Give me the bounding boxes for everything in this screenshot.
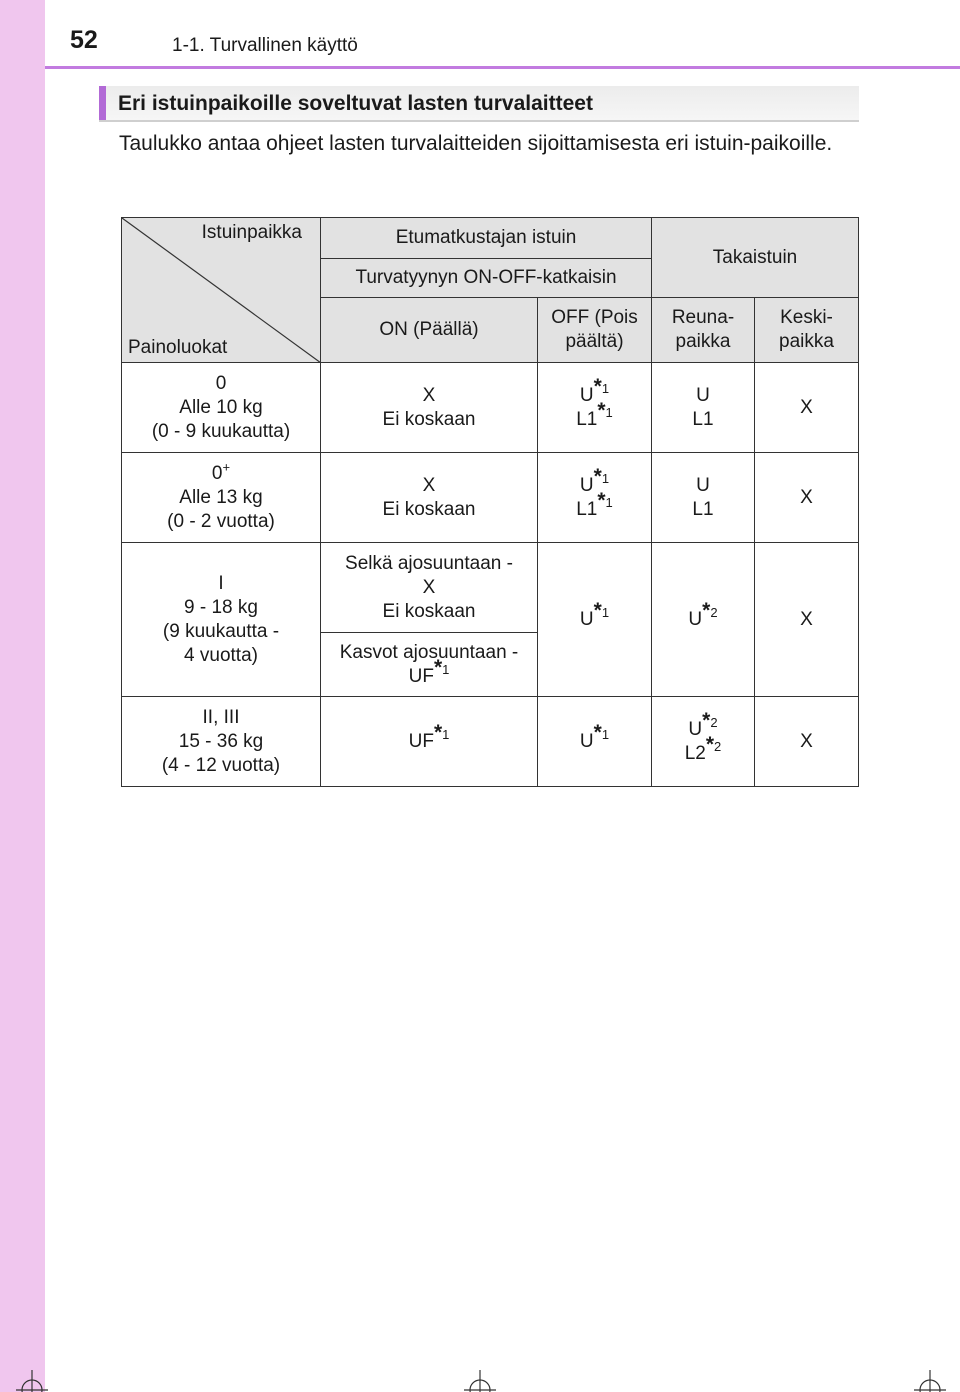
group-code: II, III [202, 706, 240, 728]
cell-value: U [579, 608, 594, 630]
rear-center-cell: X [755, 697, 859, 787]
cell-value: Ei koskaan [382, 408, 476, 430]
front-on-cell [321, 453, 538, 543]
group-age: (0 - 2 vuotta) [167, 510, 275, 532]
off-header-line2: päältä) [565, 331, 624, 352]
weight-group-cell [122, 543, 321, 697]
cell-value: X [422, 474, 436, 496]
group-weight: Alle 13 kg [179, 486, 263, 508]
corner-cell [122, 218, 321, 363]
center-seat-header [755, 298, 859, 363]
note-number: 2 [710, 605, 718, 621]
group-weight: 15 - 36 kg [178, 730, 264, 752]
cell-value: X [422, 384, 436, 406]
rear-center-cell: X [755, 363, 859, 453]
group-age: (0 - 9 kuukautta) [151, 420, 291, 442]
table-row [122, 363, 859, 453]
rear-outer-cell [652, 453, 755, 543]
note-star: * [702, 599, 711, 623]
registration-mark-icon [460, 1370, 500, 1392]
front-on-rearward-cell [321, 543, 538, 633]
cell-value: Selkä ajosuuntaan - [345, 552, 513, 574]
front-on-cell [321, 697, 538, 787]
section-accent [99, 86, 106, 120]
weight-class-label: Painoluokat [128, 337, 228, 358]
cell-value: U [696, 474, 710, 496]
cell-value: Kasvot ajosuuntaan - [339, 641, 519, 663]
note-number: 1 [442, 662, 450, 678]
note-number: 1 [605, 405, 613, 421]
note-star: * [597, 399, 606, 423]
front-off-cell [538, 697, 652, 787]
note-number: 2 [714, 739, 722, 755]
off-header-line1: OFF (Pois [551, 307, 638, 328]
table-row [122, 453, 859, 543]
note-star: * [433, 721, 443, 745]
cell-value: U [696, 384, 710, 406]
cell-value: U [579, 384, 594, 406]
cell-value: U [579, 474, 594, 496]
off-header [538, 298, 652, 363]
chapter-heading: 1-1. Turvallinen käyttö [172, 35, 358, 56]
note-star: * [593, 465, 602, 489]
front-off-cell [538, 363, 652, 453]
outer-seat-header [652, 298, 755, 363]
group-age: 4 vuotta) [184, 644, 258, 666]
group-age: (9 kuukautta - [162, 620, 280, 642]
center-header-line1: Keski- [780, 307, 833, 328]
seat-position-label: Istuinpaikka [201, 222, 302, 243]
cell-value: U [688, 718, 703, 740]
on-header: ON (Päällä) [321, 298, 538, 363]
front-on-cell [321, 363, 538, 453]
front-on-forward-cell [321, 633, 538, 697]
group-code: I [218, 572, 224, 594]
note-number: 1 [601, 471, 610, 487]
rear-center-cell: X [755, 543, 859, 697]
section-title: Eri istuinpaikoille soveltuvat lasten turvalaitteet [118, 92, 593, 115]
cell-value: Ei koskaan [382, 600, 476, 622]
child-seat-table [121, 217, 859, 787]
group-code-sup: + [222, 459, 231, 475]
table-row [122, 543, 859, 633]
registration-mark-icon [12, 1370, 52, 1392]
note-number: 1 [442, 727, 450, 743]
note-star: * [597, 489, 606, 513]
outer-header-line2: paikka [675, 331, 731, 352]
cell-value: L1 [576, 408, 598, 430]
note-number: 1 [601, 605, 610, 621]
note-star: * [593, 721, 602, 745]
cell-value: L2 [684, 742, 706, 764]
note-number: 2 [710, 715, 718, 731]
rear-outer-cell [652, 543, 755, 697]
cell-value: L1 [692, 408, 714, 430]
cell-value: UF [408, 730, 434, 752]
weight-group-cell [122, 453, 321, 543]
cell-value: U [579, 730, 594, 752]
rear-outer-cell [652, 363, 755, 453]
front-off-cell [538, 453, 652, 543]
weight-group-cell [122, 363, 321, 453]
intro-paragraph: Taulukko antaa ohjeet lasten turvalaitteiden sijoittamisesta eri istuin-paikoille. [119, 132, 833, 155]
cell-value: U [688, 608, 703, 630]
group-age: (4 - 12 vuotta) [161, 754, 281, 776]
cell-value: L1 [576, 498, 598, 520]
front-seat-header: Etumatkustajan istuin [321, 218, 652, 259]
outer-header-line1: Reuna- [671, 307, 735, 328]
page-number: 52 [70, 26, 98, 54]
note-star: * [702, 709, 711, 733]
weight-group-cell [122, 697, 321, 787]
note-star: * [593, 375, 602, 399]
rear-seat-header: Takaistuin [652, 218, 859, 298]
registration-mark-icon [910, 1370, 950, 1392]
note-star: * [593, 599, 602, 623]
front-off-cell [538, 543, 652, 697]
cell-value: UF [408, 665, 434, 687]
table-row [122, 697, 859, 787]
group-weight: 9 - 18 kg [184, 596, 258, 618]
group-code: 0 [211, 462, 223, 484]
side-color-band [0, 0, 45, 1392]
cell-value: X [422, 576, 436, 598]
center-header-line2: paikka [779, 331, 834, 352]
section-title-bar [99, 86, 859, 122]
note-star: * [433, 656, 443, 680]
group-code: 0 [215, 372, 227, 394]
header-rule [45, 66, 960, 69]
note-number: 1 [601, 381, 610, 397]
cell-value: L1 [692, 498, 714, 520]
airbag-switch-header: Turvatyynyn ON-OFF-katkaisin [321, 259, 652, 298]
rear-center-cell: X [755, 453, 859, 543]
group-weight: Alle 10 kg [179, 396, 263, 418]
rear-outer-cell [652, 697, 755, 787]
note-star: * [705, 733, 715, 757]
cell-value: Ei koskaan [382, 498, 476, 520]
note-number: 1 [605, 495, 613, 511]
note-number: 1 [601, 727, 610, 743]
